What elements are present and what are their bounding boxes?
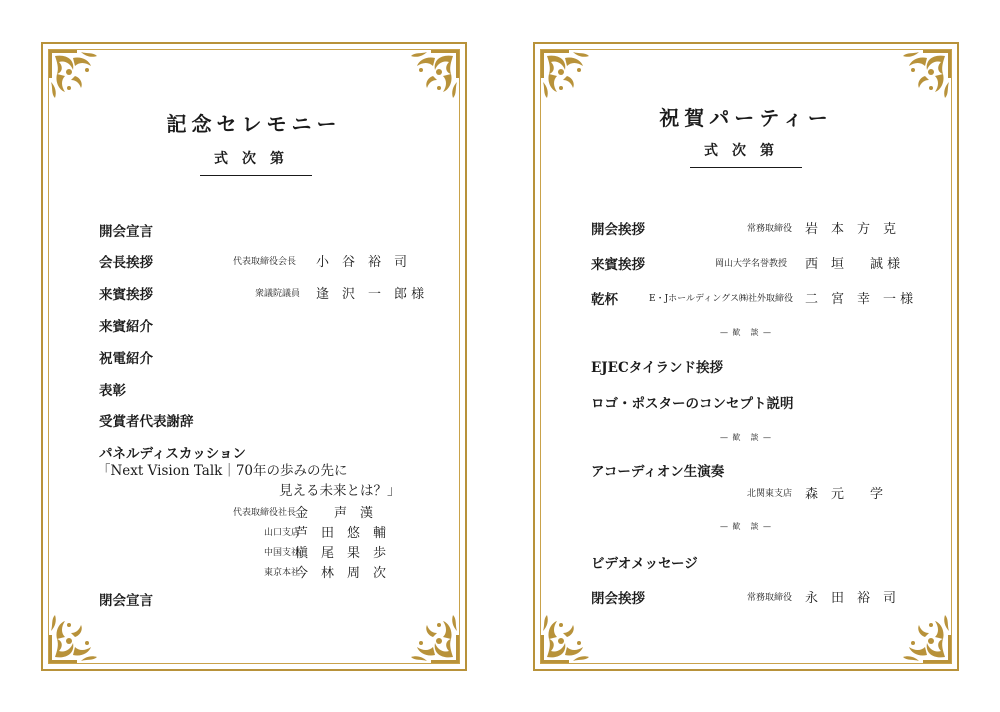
speaker-role: 常務取締役 (747, 593, 793, 603)
program-item (535, 253, 957, 273)
program-item (43, 410, 465, 430)
panelist (43, 522, 465, 542)
panelist-name: 槇 尾 果 歩 (295, 546, 387, 561)
item-label: ロゴ・ポスターのコンセプト説明 (591, 396, 794, 412)
corner-ornament-icon (47, 605, 107, 665)
item-label: 会長挨拶 (99, 255, 153, 271)
item-label: アコーディオン生演奏 (591, 464, 725, 480)
program-item (43, 379, 465, 399)
item-label: ビデオメッセージ (591, 556, 698, 572)
intermission-divider: — 歓 談 — (719, 328, 773, 337)
performer-role: 北関東支店 (747, 489, 793, 499)
panelist-name: 芦 田 悠 輔 (295, 526, 387, 541)
item-label: 閉会宣言 (99, 593, 153, 609)
program-item (43, 220, 465, 240)
item-label: 閉会挨拶 (591, 591, 645, 607)
program-item (43, 315, 465, 335)
panel-theme-line1: 「Next Vision Talk｜70年の歩みの先に (97, 463, 348, 479)
speaker-name: 永 田 裕 司 (805, 591, 897, 606)
corner-ornament-icon (893, 605, 953, 665)
panelist-name: 今 林 周 次 (295, 566, 387, 581)
panelist-role: 山口支店 (264, 528, 301, 538)
program-card-ceremony (41, 42, 467, 671)
item-label: EJECタイランド挨拶 (591, 360, 723, 376)
card-subtitle: 式次第 (690, 140, 802, 168)
speaker-name: 西 垣 誠 様 (805, 257, 901, 272)
panelist-role: 中国支社 (264, 548, 301, 558)
item-label: 来賓挨拶 (591, 257, 645, 273)
speaker-role: E・Jホールディングス㈱社外取締役 (649, 294, 794, 304)
corner-ornament-icon (401, 605, 461, 665)
program-item (535, 356, 957, 376)
corner-ornament-icon (47, 48, 107, 108)
item-label: 開会挨拶 (591, 222, 645, 238)
speaker-name: 岩 本 方 克 (805, 222, 897, 237)
card-title: 記念セレモニー (166, 112, 342, 136)
program-item (535, 552, 957, 572)
program-item (43, 347, 465, 367)
speaker-name: 逢 沢 一 郎 様 (316, 287, 425, 302)
panelist-role: 東京本社 (264, 568, 301, 578)
speaker-role: 岡山大学名誉教授 (715, 259, 788, 269)
program-item (43, 589, 465, 609)
item-label: 受賞者代表謝辞 (99, 414, 194, 430)
program-item (43, 251, 465, 271)
intermission-divider: — 歓 談 — (719, 522, 773, 531)
speaker-role: 衆議院議員 (255, 289, 301, 299)
speaker-role: 常務取締役 (747, 224, 793, 234)
panel-theme-line2: 見える未来とは？」 (279, 483, 401, 499)
program-item (535, 392, 957, 412)
speaker-name: 二 宮 幸 一 様 (805, 292, 914, 307)
item-label: 来賓挨拶 (99, 287, 153, 303)
intermission-divider: — 歓 談 — (719, 433, 773, 442)
performer-name: 森 元 学 (805, 487, 884, 502)
corner-ornament-icon (539, 48, 599, 108)
speaker-name: 小 谷 裕 司 (316, 255, 408, 270)
card-subtitle: 式次第 (200, 148, 312, 176)
item-label: 祝電紹介 (99, 351, 153, 367)
panelist (43, 542, 465, 562)
item-label: パネルディスカッション (99, 446, 247, 462)
panelist (43, 502, 465, 522)
corner-ornament-icon (893, 48, 953, 108)
performer (535, 483, 957, 503)
speaker-role: 代表取締役会長 (233, 257, 297, 267)
program-item (535, 587, 957, 607)
panelist (43, 562, 465, 582)
item-label: 開会宣言 (99, 224, 153, 240)
program-item (43, 283, 465, 303)
panelist-role: 代表取締役社長 (233, 508, 297, 518)
program-item (535, 288, 957, 308)
corner-ornament-icon (401, 48, 461, 108)
corner-ornament-icon (539, 605, 599, 665)
panelist-name: 金 声 漢 (295, 506, 374, 521)
card-title: 祝賀パーティー (659, 106, 833, 130)
program-item (535, 218, 957, 238)
program-item (535, 460, 957, 480)
item-label: 表彰 (99, 383, 126, 399)
item-label: 来賓紹介 (99, 319, 153, 335)
program-card-party (533, 42, 959, 671)
item-label: 乾杯 (591, 292, 618, 308)
